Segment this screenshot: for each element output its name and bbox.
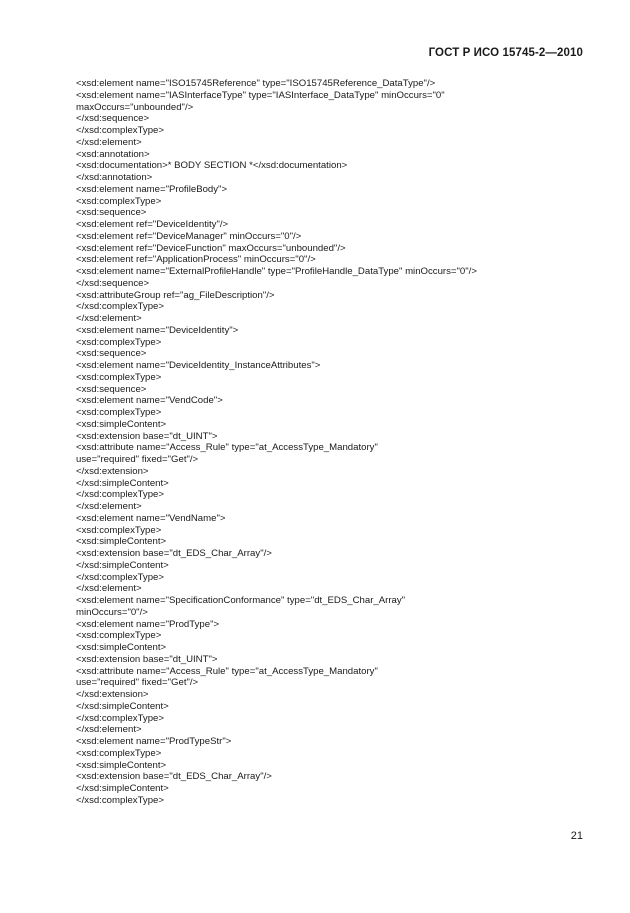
- code-line: maxOccurs="unbounded"/>: [76, 101, 194, 113]
- code-line: </xsd:extension>: [76, 689, 149, 700]
- code-line: use="required" fixed="Get"/>: [76, 677, 199, 689]
- code-line: </xsd:element>: [76, 313, 142, 324]
- code-line: <xsd:element name="IASInterfaceType" type="IASInterface_DataType" minOccurs="0": [76, 89, 445, 101]
- code-line: <xsd:complexType>: [76, 407, 162, 418]
- code-line: <xsd:element name="DeviceIdentity">: [76, 324, 239, 336]
- code-line: <xsd:attributeGroup ref="ag_FileDescription"/>: [76, 289, 275, 301]
- code-line: <xsd:extension base="dt_UINT">: [76, 653, 218, 665]
- code-line: <xsd:element name="ExternalProfileHandle" type="ProfileHandle_DataType" minOccurs="0"/>: [76, 266, 477, 277]
- code-line: <xsd:element name="ProfileBody">: [76, 183, 228, 195]
- code-line: <xsd:sequence>: [76, 383, 147, 395]
- code-line: <xsd:complexType>: [76, 371, 162, 383]
- code-line: <xsd:element name="ProdTypeStr">: [76, 736, 232, 747]
- code-line: </xsd:complexType>: [76, 125, 164, 136]
- code-line: </xsd:complexType>: [76, 489, 164, 501]
- code-line: <xsd:attribute name="Access_Rule" type="at_AccessType_Mandatory": [76, 442, 378, 454]
- code-line: <xsd:element name="VendName">: [76, 512, 226, 524]
- code-line: </xsd:element>: [76, 583, 142, 595]
- code-line: <xsd:element name="ProdType">: [76, 618, 220, 630]
- document-header-standard-id: ГОСТ Р ИСО 15745-2—2010: [428, 47, 583, 59]
- code-line: <xsd:complexType>: [76, 630, 162, 642]
- code-line: <xsd:simpleContent>: [76, 759, 167, 771]
- code-line: <xsd:element name="DeviceIdentity_InstanceAttributes">: [76, 360, 321, 371]
- code-line: <xsd:element ref="DeviceIdentity"/>: [76, 219, 229, 230]
- code-line: <xsd:element ref="DeviceManager" minOccurs="0"/>: [76, 230, 302, 242]
- code-line: </xsd:annotation>: [76, 172, 153, 183]
- code-line: <xsd:element name="SpecificationConformance" type="dt_EDS_Char_Array": [76, 595, 406, 606]
- code-line: </xsd:element>: [76, 136, 142, 148]
- code-line: <xsd:element ref="ApplicationProcess" minOccurs="0"/>: [76, 254, 316, 266]
- code-line: <xsd:documentation>* BODY SECTION *</xsd:documentation>: [76, 160, 348, 172]
- code-line: <xsd:annotation>: [76, 148, 150, 160]
- code-line: <xsd:extension base="dt_UINT">: [76, 430, 218, 442]
- code-line: <xsd:sequence>: [76, 348, 147, 360]
- code-line: <xsd:complexType>: [76, 336, 162, 348]
- code-line: </xsd:complexType>: [76, 794, 164, 806]
- code-line: <xsd:sequence>: [76, 207, 147, 219]
- code-line: </xsd:extension>: [76, 465, 149, 477]
- code-line: <xsd:simpleContent>: [76, 642, 167, 653]
- code-line: <xsd:element ref="DeviceFunction" maxOccurs="unbounded"/>: [76, 242, 346, 254]
- code-line: <xsd:attribute name="Access_Rule" type="at_AccessType_Mandatory": [76, 665, 378, 677]
- code-line: </xsd:simpleContent>: [76, 477, 169, 489]
- code-line: <xsd:extension base="dt_EDS_Char_Array"/>: [76, 771, 272, 783]
- code-line: <xsd:simpleContent>: [76, 536, 167, 548]
- code-line: </xsd:simpleContent>: [76, 783, 169, 794]
- code-line: <xsd:complexType>: [76, 195, 162, 207]
- code-line: </xsd:simpleContent>: [76, 700, 169, 712]
- code-line: </xsd:sequence>: [76, 113, 150, 125]
- code-line: </xsd:element>: [76, 501, 142, 512]
- code-line: <xsd:simpleContent>: [76, 418, 167, 430]
- code-line: <xsd:element name="VendCode">: [76, 395, 223, 407]
- code-line: <xsd:complexType>: [76, 524, 162, 536]
- code-line: <xsd:element name="ISO15745Reference" type="ISO15745Reference_DataType"/>: [76, 78, 436, 89]
- code-line: </xsd:element>: [76, 724, 142, 736]
- code-line: </xsd:complexType>: [76, 712, 164, 724]
- code-line: use="required" fixed="Get"/>: [76, 454, 199, 465]
- xsd-code-listing: [76, 78, 590, 807]
- code-line: minOccurs="0"/>: [76, 606, 148, 618]
- code-line: </xsd:simpleContent>: [76, 559, 169, 571]
- page-number: 21: [570, 830, 583, 842]
- code-line: <xsd:extension base="dt_EDS_Char_Array"/>: [76, 548, 272, 559]
- code-line: </xsd:complexType>: [76, 301, 164, 313]
- code-line: </xsd:complexType>: [76, 571, 164, 583]
- code-line: </xsd:sequence>: [76, 277, 150, 289]
- code-line: <xsd:complexType>: [76, 747, 162, 759]
